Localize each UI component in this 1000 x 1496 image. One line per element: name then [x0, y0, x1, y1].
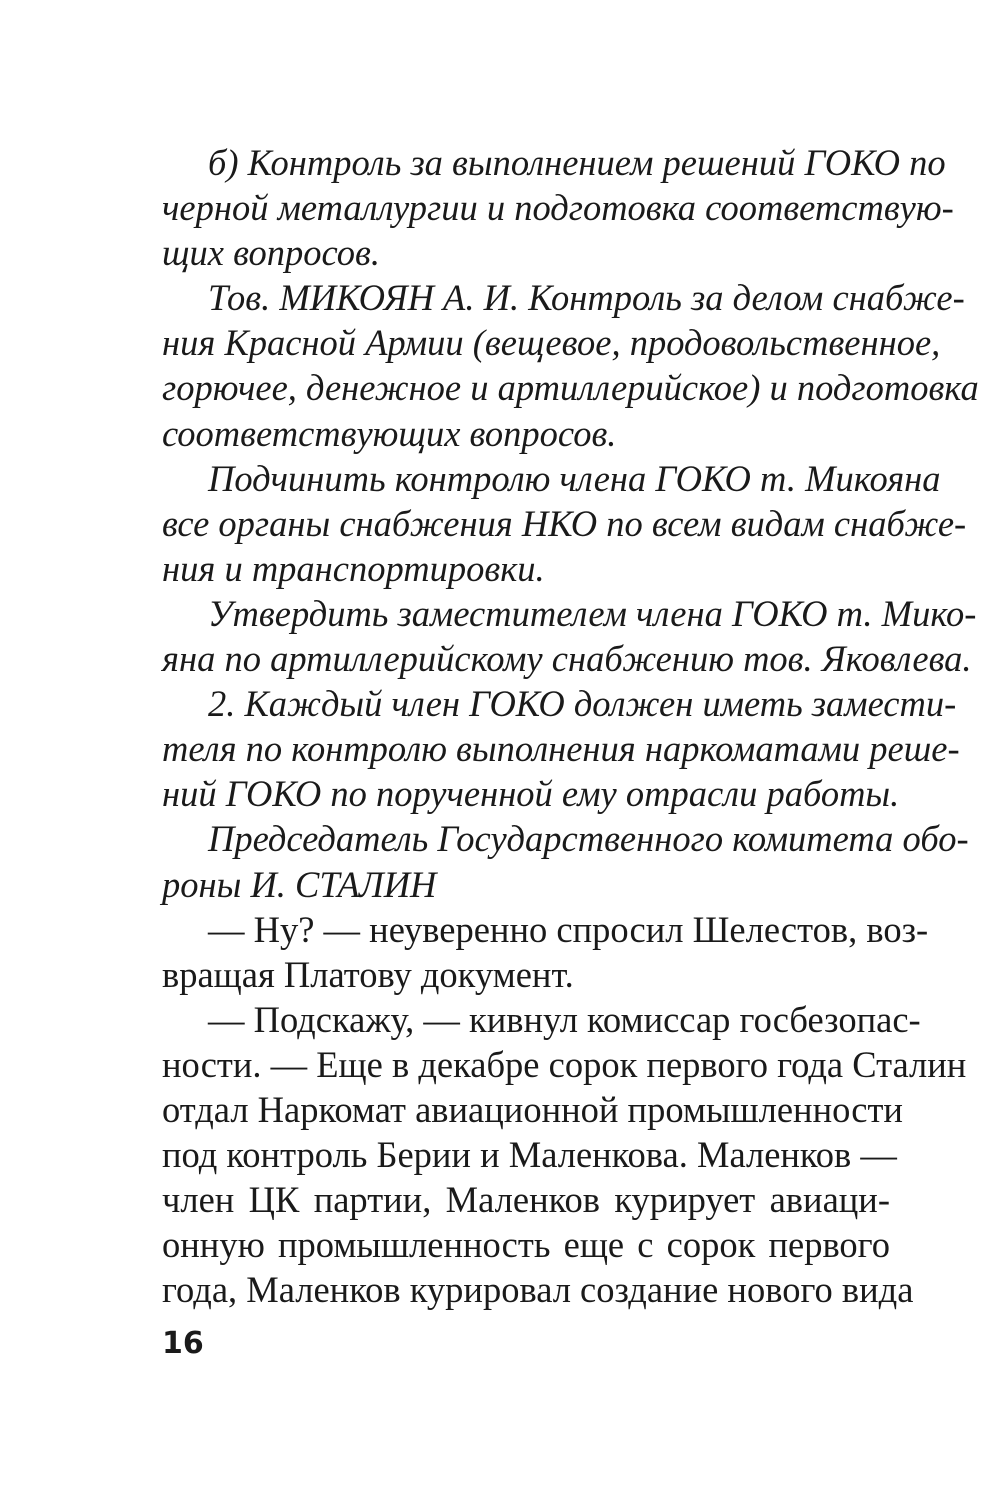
text-line: ния Красной Армии (вещевое, продовольственное, [162, 322, 941, 364]
paragraph-item-b [162, 140, 954, 275]
text-line: года, Маленков курировал создание нового вида [162, 1269, 914, 1311]
paragraph-deputy [162, 591, 977, 681]
text-line: Подчинить контролю члена ГОКО т. Микояна [208, 457, 941, 499]
paragraph-mikoyan [162, 275, 979, 455]
text-line: член ЦК партии, Маленков курирует авиаци- [162, 1179, 890, 1221]
text-line: ния и транспортировки. [162, 547, 545, 589]
text-line: Утвердить заместителем члена ГОКО т. Мико- [208, 592, 977, 634]
paragraph-dialogue-1 [162, 907, 929, 997]
text-line: роны И. СТАЛИН [162, 863, 437, 905]
paragraph-dialogue-2 [162, 997, 967, 1313]
text-line: ний ГОКО по порученной ему отрасли работы. [162, 773, 900, 815]
text-line: горючее, денежное и артиллерийское) и подготовка [162, 367, 979, 409]
paragraph-point-2 [162, 681, 960, 816]
text-line: черной металлургии и подготовка соответствую- [162, 187, 954, 229]
text-line: ности. — Еще в декабре сорок первого года Сталин [162, 1043, 967, 1085]
text-line: Председатель Государственного комитета обо- [208, 818, 969, 860]
text-line: 2. Каждый член ГОКО должен иметь замести- [208, 683, 957, 725]
decree-italic-block [162, 140, 979, 907]
text-line: б) Контроль за выполнением решений ГОКО по [208, 142, 946, 183]
page-number: 16 [162, 1326, 204, 1361]
paragraph-signature [162, 816, 969, 906]
text-line: отдал Наркомат авиационной промышленности [162, 1088, 903, 1130]
text-line: Тов. МИКОЯН А. И. Контроль за делом снабже- [208, 277, 965, 319]
text-line: под контроль Берии и Маленкова. Маленков — [162, 1134, 897, 1176]
text-line: теля по контролю выполнения наркоматами реше- [162, 728, 960, 770]
text-line: — Подскажу, — кивнул комиссар госбезопас- [208, 998, 921, 1040]
page-body-text [162, 140, 979, 1312]
text-line: щих вопросов. [162, 232, 381, 274]
narrative-block [162, 907, 967, 1313]
text-line: соответствующих вопросов. [162, 412, 617, 454]
text-line: онную промышленность еще с сорок первого [162, 1224, 890, 1266]
text-line: яна по артиллерийскому снабжению тов. Яковлева. [162, 638, 972, 680]
text-line: вращая Платову документ. [162, 953, 574, 995]
paragraph-subordinate [162, 456, 967, 591]
text-line: все органы снабжения НКО по всем видам снабже- [162, 502, 967, 544]
text-line: — Ну? — неуверенно спросил Шелестов, воз- [208, 908, 929, 950]
